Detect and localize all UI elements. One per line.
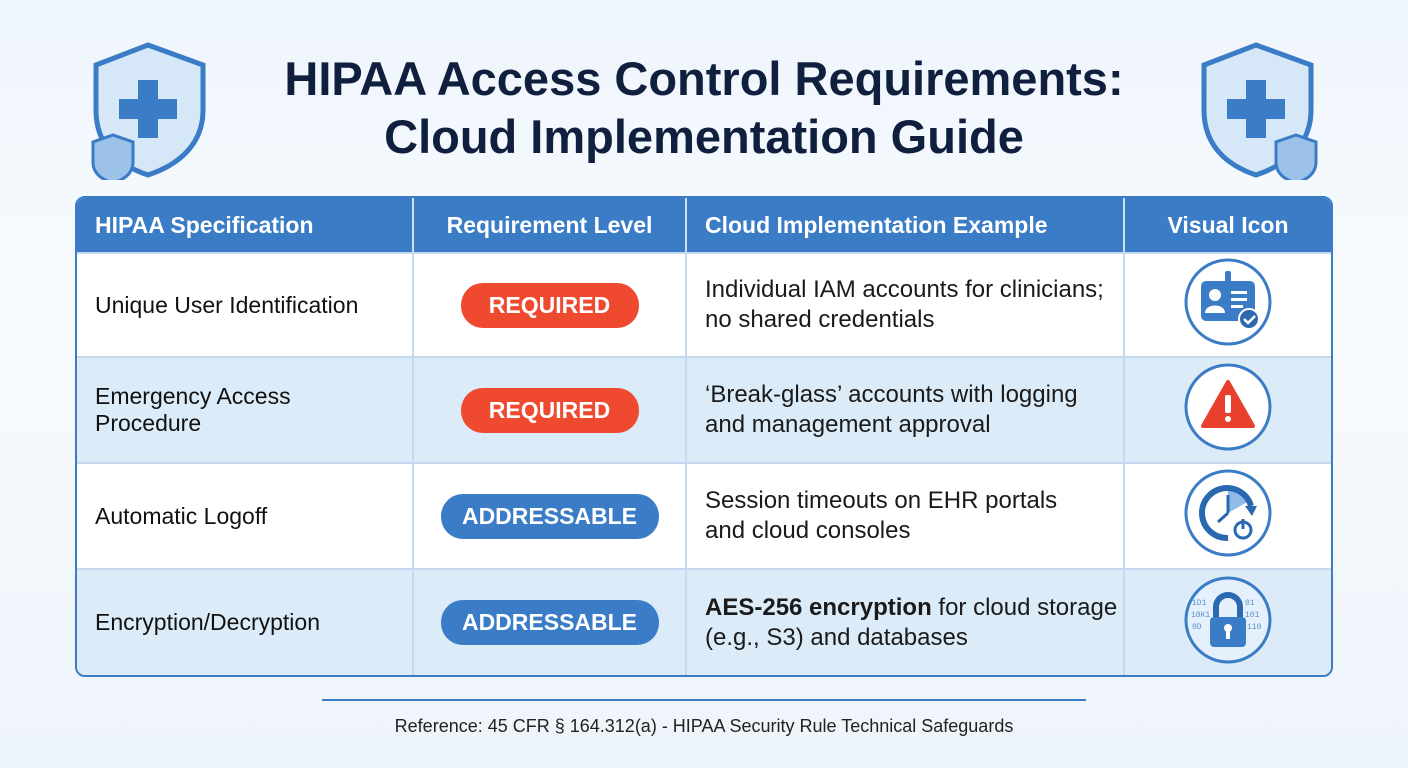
- spec-cell: Automatic Logoff: [77, 462, 414, 568]
- footer-divider: [322, 699, 1086, 701]
- spec-cell: Encryption/Decryption: [77, 568, 414, 675]
- example-cell: Individual IAM accounts for clinicians; no shared credentials: [687, 252, 1125, 356]
- spec-cell: Unique User Identification: [77, 252, 414, 356]
- svg-text:0D: 0D: [1192, 622, 1202, 632]
- padlock-binary-icon: [1183, 575, 1273, 665]
- header-level: Requirement Level: [414, 198, 687, 252]
- page-title: [0, 50, 1408, 166]
- warning-triangle-icon: [1183, 362, 1273, 452]
- svg-text:10K1: 10K1: [1191, 610, 1211, 620]
- svg-text:1D1: 1D1: [1192, 598, 1207, 608]
- table-row: [77, 356, 1331, 462]
- requirements-table: [75, 196, 1333, 677]
- header-example: Cloud Implementation Example: [687, 198, 1125, 252]
- title-line-2: Cloud Implementation Guide: [384, 110, 1024, 163]
- clock-timeout-power-icon: [1183, 468, 1273, 558]
- title-line-1: HIPAA Access Control Requirements:: [284, 52, 1124, 105]
- svg-text:01: 01: [1245, 598, 1255, 608]
- id-badge-check-icon: [1183, 257, 1273, 347]
- requirement-badge: ADDRESSABLE: [441, 494, 659, 539]
- table-row: [77, 252, 1331, 356]
- example-cell: [687, 568, 1125, 675]
- footer-reference: Reference: 45 CFR § 164.312(a) - HIPAA Security Rule Technical Safeguards: [394, 716, 1014, 736]
- requirement-badge: REQUIRED: [461, 283, 639, 328]
- table-row: [77, 568, 1331, 675]
- table-row: [77, 462, 1331, 568]
- example-cell: Session timeouts on EHR portals and cloud consoles: [687, 462, 1125, 568]
- svg-text:110: 110: [1247, 622, 1262, 632]
- spec-cell: Emergency Access Procedure: [77, 356, 414, 462]
- header-icon: Visual Icon: [1125, 198, 1331, 252]
- example-text: for cloud storage (e.g., S3) and databases: [705, 593, 1118, 651]
- example-cell: ‘Break-glass’ accounts with logging and management approval: [687, 356, 1125, 462]
- requirement-badge: ADDRESSABLE: [441, 600, 659, 645]
- requirement-badge: REQUIRED: [461, 388, 639, 433]
- svg-text:101: 101: [1245, 610, 1260, 620]
- example-bold: AES-256 encryption: [705, 593, 932, 621]
- header-spec: HIPAA Specification: [77, 198, 414, 252]
